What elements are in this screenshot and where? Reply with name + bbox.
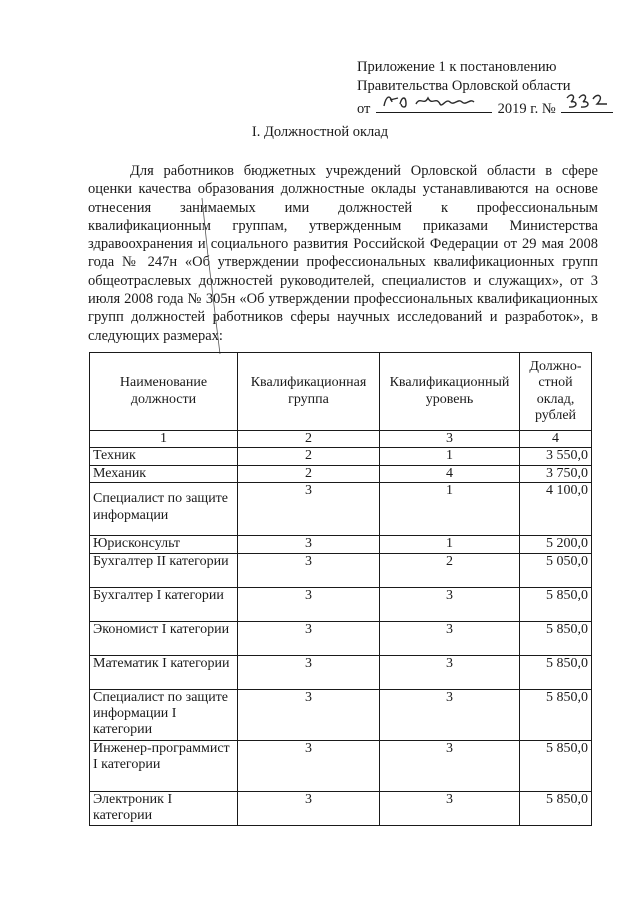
salary-value: 3 550,0 <box>520 448 592 465</box>
qual-level: 1 <box>380 483 520 536</box>
qual-level: 4 <box>380 465 520 482</box>
qual-level: 3 <box>380 791 520 825</box>
table-header-row <box>90 353 592 431</box>
qual-level: 1 <box>380 448 520 465</box>
appendix-header <box>357 58 613 119</box>
header-qual-group: Квалификационная группа <box>238 353 380 431</box>
handwritten-date-signature <box>376 96 492 113</box>
qual-level: 2 <box>380 553 520 587</box>
intro-paragraph: Для работников бюджетных учреждений Орловской области в сфере оценки качества образования должностные оклады устанавливаются на основе отнесения занимаемых ими должностей к профессиональным квалификационным группам, утвержденным приказами Министерства здравоохранения и социального развития Российской Федерации от 29 мая 2008 года № 247н «Об утверждении профессиональных квалификационных групп общеотраслевых должностей руководителей, специалистов и служащих», от 3 июля 2008 года № 305н «Об утверждении профессиональных квалификационных групп должностей работников сферы научных исследований и разработок», в следующих размерах: <box>88 163 598 344</box>
qual-level: 3 <box>380 689 520 740</box>
table-row <box>90 483 592 536</box>
column-number-row <box>90 431 592 448</box>
qual-group: 3 <box>238 536 380 553</box>
qual-group: 3 <box>238 791 380 825</box>
position-name: Инженер-программист I категории <box>90 740 238 791</box>
header-line-2: Правительства Орловской области <box>357 78 571 94</box>
header-position: Наименование должности <box>90 353 238 431</box>
from-label: от <box>357 101 371 117</box>
table-row <box>90 655 592 689</box>
position-name: Юрисконсульт <box>90 536 238 553</box>
qual-group: 3 <box>238 587 380 621</box>
qual-group: 3 <box>238 483 380 536</box>
table-row <box>90 587 592 621</box>
table-row <box>90 740 592 791</box>
position-name: Бухгалтер I категории <box>90 587 238 621</box>
salary-value: 5 850,0 <box>520 587 592 621</box>
table-row <box>90 791 592 825</box>
header-salary: Должно-стной оклад, рублей <box>520 353 592 431</box>
column-number: 4 <box>520 431 592 448</box>
table-row <box>90 536 592 553</box>
column-number: 3 <box>380 431 520 448</box>
salary-value: 5 850,0 <box>520 655 592 689</box>
table-row <box>90 621 592 655</box>
position-name: Специалист по защите информации I категории <box>90 689 238 740</box>
column-number: 1 <box>90 431 238 448</box>
qual-level: 3 <box>380 655 520 689</box>
salary-value: 5 050,0 <box>520 553 592 587</box>
qual-level: 3 <box>380 587 520 621</box>
handwritten-number-signature <box>561 96 613 113</box>
table-row <box>90 689 592 740</box>
header-line-3 <box>357 96 613 119</box>
salary-value: 5 850,0 <box>520 740 592 791</box>
salary-value: 5 850,0 <box>520 791 592 825</box>
qual-group: 3 <box>238 740 380 791</box>
position-name-cell <box>90 483 238 536</box>
section-title: I. Должностной оклад <box>251 124 389 140</box>
position-name: Электроник I категории <box>90 791 238 825</box>
position-name: Специалист по защите информации <box>93 491 229 523</box>
qual-level: 3 <box>380 621 520 655</box>
qual-group: 3 <box>238 621 380 655</box>
column-number: 2 <box>238 431 380 448</box>
position-name: Математик I категории <box>90 655 238 689</box>
table-row <box>90 465 592 482</box>
qual-group: 2 <box>238 448 380 465</box>
header-qual-level: Квалификационный уровень <box>380 353 520 431</box>
qual-group: 3 <box>238 689 380 740</box>
header-line-1: Приложение 1 к постановлению <box>357 59 557 75</box>
salary-value: 3 750,0 <box>520 465 592 482</box>
position-name: Экономист I категории <box>90 621 238 655</box>
year-number-text: 2019 г. № <box>497 101 556 117</box>
qual-group: 3 <box>238 655 380 689</box>
pen-stroke-mark <box>198 196 228 356</box>
qual-level: 3 <box>380 740 520 791</box>
table-row <box>90 448 592 465</box>
salary-value: 5 850,0 <box>520 621 592 655</box>
qual-level: 1 <box>380 536 520 553</box>
table-row <box>90 553 592 587</box>
position-name: Техник <box>90 448 238 465</box>
salary-value: 5 200,0 <box>520 536 592 553</box>
salary-value: 4 100,0 <box>520 483 592 536</box>
salary-value: 5 850,0 <box>520 689 592 740</box>
position-name: Бухгалтер II категории <box>90 553 238 587</box>
qual-group: 3 <box>238 553 380 587</box>
qual-group: 2 <box>238 465 380 482</box>
position-name: Механик <box>90 465 238 482</box>
salary-table <box>89 352 592 826</box>
